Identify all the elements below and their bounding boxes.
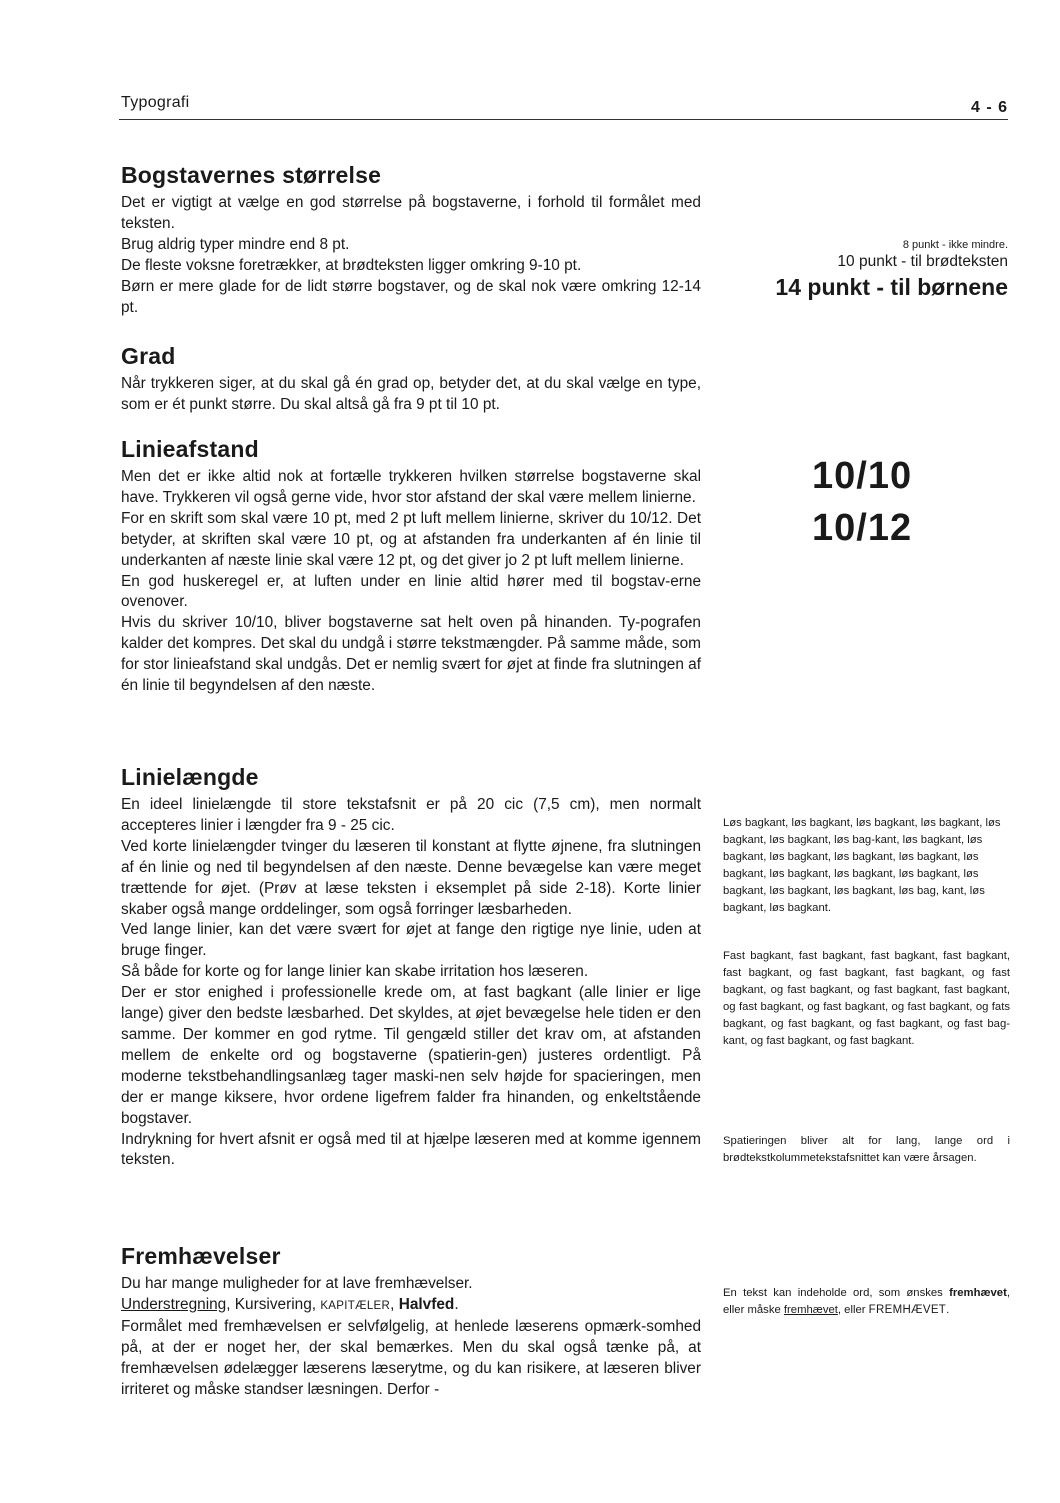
text-run: , eller [837, 1304, 869, 1316]
heading-emphasis: Fremhævelser [121, 1243, 281, 1269]
justified-text: Fast bagkant, fast bagkant, fast bagkant, fast bagkant, fast bagkant, og fast bagkant, fast bagkant, og fast bagkant, og fast bagkant, og fast bagkant, fast bagkant, og fast bagkant, og fast bagkant, og fast bagkant, og fats bagkant, og fast bagkant, og fast bagkant, og fast bag-kant, og fast bagkant, og fast bagkant. [723, 950, 1010, 1047]
emphasis-examples [121, 1295, 701, 1317]
paragraph: Hvis du skriver 10/10, bliver bogstaverne sat helt oven på hinanden. Ty-pografen kalder det kompres. Det skal du undgå i større tekstmængder. På samme måde, som for stor linieafstand skal undgås. Det er nemlig svært for øjet at finde fra slutningen af én linie til begyndelsen af den næste. [121, 614, 701, 695]
spacing-text: Spatieringen bliver alt for lang, lange ord i brødtekstkolummetekstafsnittet kan være årsagen. [723, 1135, 1010, 1164]
paragraph: Men det er ikke altid nok at fortælle trykkeren hvilken størrelse bogstaverne skal have. Trykkeren vil også gerne vide, hvor stor afstand der skal være mellem linierne. [121, 468, 701, 506]
ragged-text: Løs bagkant, løs bagkant, løs bagkant, løs bagkant, løs bagkant, løs bagkant, løs bag-kant, løs bagkant, løs bagkant, løs bagkant, løs bagkant, løs bagkant, løs bagkant, løs bagkant, løs bagkant, løs bagkant, løs bagkant, løs bagkant, løs bagkant, løs bag, kant, løs bagkant, løs bagkant. [723, 817, 1001, 914]
paragraph: Så både for korte og for lange linier kan skabe irritation hos læseren. [121, 963, 589, 981]
heading-grade: Grad [121, 343, 176, 369]
heading-line-length: Linielængde [121, 764, 259, 790]
size-14pt-sample: 14 punkt - til børnene [775, 274, 1008, 300]
bold-word: fremhævet [949, 1287, 1007, 1299]
letter-size-body [121, 193, 701, 318]
caps-word: FREMHÆVET [868, 1304, 947, 1316]
paragraph: For en skrift som skal være 10 pt, med 2 pt luft mellem linierne, skriver du 10/12. Det betyder, at skriften skal være 10 pt, og at afstanden fra underkanten af én linie til underkanten af næste linie skal være 12 pt, og det giver jo 2 pt luft mellem linierne. [121, 509, 701, 569]
paragraph: Brug aldrig typer mindre end 8 pt. [121, 235, 350, 253]
size-8pt-sample: 8 punkt - ikke mindre. [902, 239, 1008, 251]
size-10pt-sample: 10 punkt - til brødteksten [837, 253, 1008, 270]
underlined-word: fremhævet [783, 1304, 838, 1316]
paragraph: En ideel linielængde til store tekstafsnit er på 20 cic (7,5 cm), men normalt accepteres linier i længder fra 9 - 25 cic. [121, 796, 701, 834]
text-run: . [946, 1304, 950, 1316]
section-grade [121, 343, 701, 416]
separator: . [454, 1295, 459, 1313]
header-rule [119, 119, 1008, 120]
spacing-sample [723, 1133, 1010, 1167]
leading-demo-10-10: 10/10 [812, 455, 913, 497]
heading-leading: Linieafstand [121, 436, 259, 462]
section-emphasis [121, 1243, 701, 1400]
small-caps-example: KAPITÆLER [320, 1299, 391, 1312]
section-leading [121, 436, 701, 697]
paragraph: Ved lange linier, kan det være svært for øjet at fange den rigtige nye linie, uden at bruge finger. [121, 921, 701, 960]
leading-demo-10-12: 10/12 [812, 507, 913, 549]
section-letter-size [121, 162, 701, 318]
paragraph: Børn er mere glade for de lidt større bogstaver, og de skal nok være omkring 12-14 pt. [121, 277, 701, 316]
underline-example: Understregning [121, 1295, 227, 1313]
paragraph: Indrykning for hvert afsnit er også med til at hjælpe læseren med at komme igennem teksten. [121, 1130, 701, 1169]
running-header-section: Typografi [121, 94, 190, 111]
paragraph: Formålet med fremhævelsen er selvfølgelig, at henlede læserens opmærk-somhed på, at der er noget her, der skal bemærkes. Men du skal også tænke på, at fremhævelsen ødelægger læserens læserytme, og du kan risikere, at læseren bliver irriteret og måske standser læsningen. Derfor - [121, 1317, 701, 1398]
emphasis-sample-text [723, 1285, 1010, 1319]
ragged-right-sample [723, 815, 1010, 917]
justified-sample [723, 948, 1010, 1050]
paragraph: Ved korte linielængder tvinger du læseren til konstant at flytte øjnene, fra slutningen af én linie og ned til begyndelsen af den næste. Denne bevægelse kan være meget trættende for øjet. (Prøv at læse teksten i eksemplet på side 2-18). Korte linier skaber også mange orddelinger, som også forringer læsbarheden. [121, 837, 701, 918]
paragraph: De fleste voksne foretrækker, at brødteksten ligger omkring 9-10 pt. [121, 256, 582, 274]
section-line-length [121, 764, 701, 1171]
separator: , Kursivering, [226, 1295, 321, 1313]
paragraph: En god huskeregel er, at luften under en linie altid hører med til bogstav-erne ovenover. [121, 572, 701, 611]
leading-body [121, 467, 701, 697]
emphasis-body [121, 1274, 701, 1400]
bold-example: Halvfed [398, 1295, 455, 1313]
text-run: En tekst kan indeholde ord, som ønskes [723, 1287, 950, 1299]
paragraph: Det er vigtigt at vælge en god størrelse på bogstaverne, i forhold til formålet med teksten. [121, 194, 701, 232]
emphasis-sample [723, 1285, 1010, 1319]
paragraph: Du har mange muligheder for at lave fremhævelser. [121, 1275, 473, 1292]
separator: , [390, 1295, 399, 1313]
heading-letter-size: Bogstavernes størrelse [121, 162, 382, 188]
paragraph: Når trykkeren siger, at du skal gå én grad op, betyder det, at du skal vælge en type, som er ét punkt større. Du skal altså gå fra 9 pt til 10 pt. [121, 375, 701, 413]
line-length-body [121, 795, 701, 1171]
paragraph: Der er stor enighed i professionelle krede om, at fast bagkant (alle linier er lige lange) giver den bedste læsbarhed. Det skyldes, at øjet bevægelse hele tiden er den samme. Der kommer en god rytme. Til gengæld stiller det krav om, at afstanden mellem de enkelte ord og bogstaverne (spatierin-gen) justeres ordentligt. På moderne tekstbehandlingsanlæg tager maski-nen selv højde for spacieringen, men der er mange kiksere, hvor ordene ligefrem falder fra hinanden, og enkeltstående bogstaver. [121, 984, 701, 1127]
grade-body [121, 374, 701, 416]
size-demo [740, 238, 1008, 302]
page-number: 4 - 6 [970, 99, 1008, 116]
text-run: , eller måske [723, 1287, 1010, 1316]
